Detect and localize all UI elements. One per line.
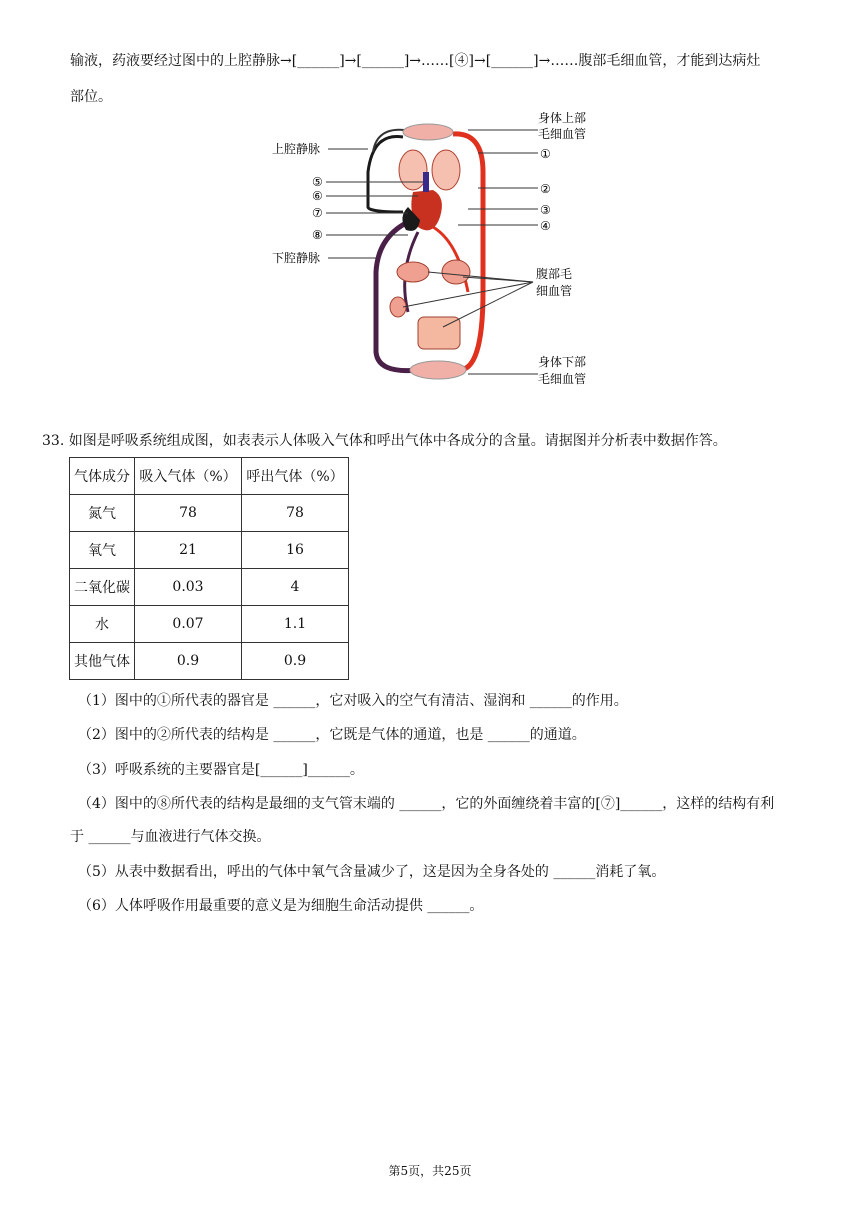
label-ivc: 下腔静脉 — [272, 251, 321, 265]
table-cell: 0.9 — [135, 643, 242, 680]
table-row — [70, 569, 349, 606]
table-cell: 21 — [135, 532, 242, 569]
table-cell: 78 — [242, 495, 349, 532]
table-cell: 78 — [135, 495, 242, 532]
table-cell: 0.07 — [135, 606, 242, 643]
page-footer: 第5页，共25页 — [388, 1164, 472, 1178]
question-3: （3）呼吸系统的主要器官是[______]______。 — [78, 762, 364, 778]
label-n1: ① — [540, 147, 551, 161]
question-4a: （4）图中的⑧所代表的结构是最细的支气管末端的 ______，它的外面缠绕着丰富的[⑦]______，这样的结构有利 — [78, 796, 775, 812]
table-header-cell: 气体成分 — [70, 458, 135, 495]
table-row — [70, 643, 349, 680]
table-row — [70, 495, 349, 532]
question-4b: 于 ______与血液进行气体交换。 — [70, 829, 271, 845]
question-6: （6）人体呼吸作用最重要的意义是为细胞生命活动提供 ______。 — [78, 898, 484, 914]
label-lower-capillaries-1: 身体下部 — [538, 355, 587, 369]
table-row — [70, 532, 349, 569]
table-cell: 16 — [242, 532, 349, 569]
table-cell: 0.9 — [242, 643, 349, 680]
table-cell: 1.1 — [242, 606, 349, 643]
table-cell: 水 — [70, 606, 135, 643]
label-abdominal-1: 腹部毛 — [536, 267, 573, 281]
question-1: （1）图中的①所代表的器官是 ______，它对吸入的空气有清洁、湿润和 ______的作用。 — [78, 693, 628, 709]
table-row — [70, 606, 349, 643]
label-n5: ⑤ — [312, 175, 323, 189]
label-n4: ④ — [540, 219, 551, 233]
table-cell: 氧气 — [70, 532, 135, 569]
table-cell: 氮气 — [70, 495, 135, 532]
intro-line-1: 输液，药液要经过图中的上腔静脉→[______]→[______]→……[④]→[______]→……腹部毛细血管，才能到达病灶 — [70, 53, 761, 69]
table-header-row — [70, 458, 349, 495]
question-2: （2）图中的②所代表的结构是 ______，它既是气体的通道，也是 ______的通道。 — [78, 727, 586, 743]
table-cell: 0.03 — [135, 569, 242, 606]
label-svc: 上腔静脉 — [272, 142, 321, 156]
table-cell: 其他气体 — [70, 643, 135, 680]
question-5: （5）从表中数据看出，呼出的气体中氧气含量减少了，这是因为全身各处的 ______消耗了氧。 — [78, 864, 666, 880]
table-header-cell: 吸入气体（%） — [135, 458, 242, 495]
gas-composition-table — [69, 457, 349, 680]
table-header-cell: 呼出气体（%） — [242, 458, 349, 495]
label-abdominal-2: 细血管 — [536, 284, 573, 298]
label-n8: ⑧ — [312, 228, 323, 242]
label-lower-capillaries-2: 毛细血管 — [538, 372, 587, 386]
intro-line-2: 部位。 — [70, 89, 112, 105]
table-cell: 二氧化碳 — [70, 569, 135, 606]
question-33-stem: 33. 如图是呼吸系统组成图，如表表示人体吸入气体和呼出气体中各成分的含量。请据图并分析表中数据作答。 — [42, 433, 727, 449]
label-n7: ⑦ — [312, 206, 323, 220]
label-n3: ③ — [540, 203, 551, 217]
label-upper-capillaries-2: 毛细血管 — [538, 127, 587, 141]
label-upper-capillaries-1: 身体上部 — [538, 112, 587, 125]
label-n2: ② — [540, 182, 551, 196]
circulation-diagram — [268, 112, 608, 397]
table-cell: 4 — [242, 569, 349, 606]
label-n6: ⑥ — [312, 189, 323, 203]
